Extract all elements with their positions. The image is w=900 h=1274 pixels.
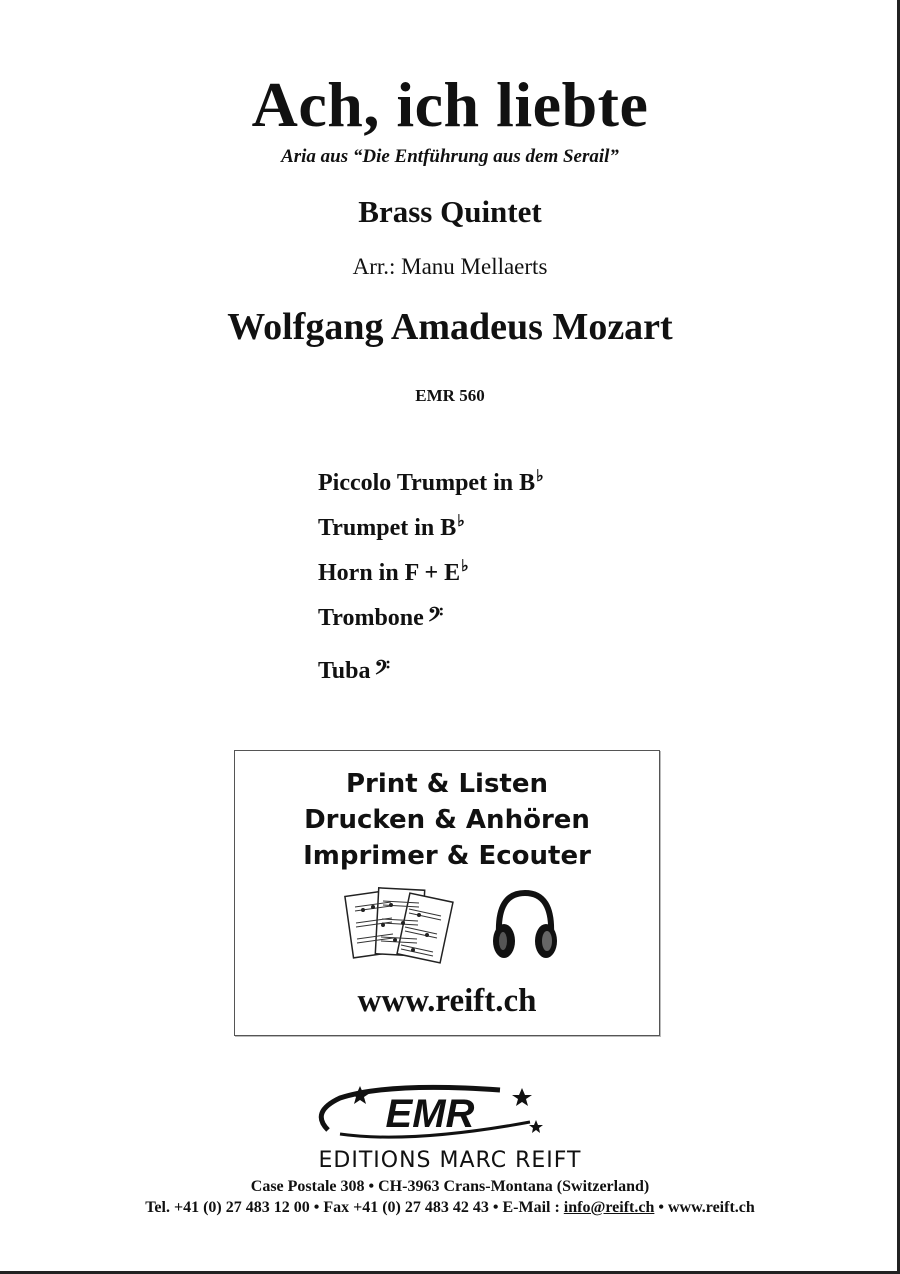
bass-clef-icon: 𝄢: [374, 658, 390, 684]
email-link[interactable]: info@reift.ch: [563, 1199, 655, 1216]
promo-line-german: Drucken & Anhören: [304, 805, 590, 835]
subtitle: Aria aus “Die Entführung aus dem Serail”: [281, 146, 619, 167]
catalog-number: EMR 560: [415, 386, 485, 405]
flat-sign: ♭: [461, 558, 469, 575]
page-title: Ach, ich liebte: [251, 69, 649, 140]
instrument-name: Piccolo Trumpet in B: [318, 470, 536, 496]
contact-website[interactable]: • www.reift.ch: [654, 1199, 755, 1216]
instrument-name: Horn in F + E: [318, 560, 461, 586]
ensemble: Brass Quintet: [358, 194, 542, 229]
instrument-item: [318, 452, 544, 497]
flat-sign: ♭: [536, 468, 544, 485]
bass-clef-icon: 𝄢: [427, 605, 444, 631]
instrument-item: [318, 497, 544, 542]
flat-sign: ♭: [457, 513, 465, 530]
instrument-name: Trombone: [318, 605, 424, 631]
composer: Wolfgang Amadeus Mozart: [227, 306, 673, 348]
sheet-music-icon: [343, 883, 455, 973]
instrument-item: [318, 587, 544, 632]
arranger: Arr.: Manu Mellaerts: [352, 254, 548, 279]
publisher-name: EDITIONS MARC REIFT: [318, 1148, 582, 1173]
publisher-contact: [0, 1199, 900, 1217]
promo-line-english: Print & Listen: [345, 769, 549, 799]
emr-logo: [300, 1082, 560, 1142]
instrument-name: Tuba: [318, 658, 371, 684]
instrument-item: [318, 542, 544, 587]
promo-line-french: Imprimer & Ecouter: [303, 841, 591, 871]
contact-phone-fax: Tel. +41 (0) 27 483 12 00 • Fax +41 (0) 27 483 42 43 • E-Mail :: [145, 1199, 564, 1216]
publisher-address: Case Postale 308 • CH-3963 Crans-Montana (Switzerland): [250, 1178, 650, 1195]
instrument-item: [318, 632, 544, 685]
instrument-name: Trumpet in B: [318, 515, 457, 541]
promo-website[interactable]: www.reift.ch: [357, 983, 537, 1019]
headphones-icon: [489, 885, 561, 967]
logo-text: EMR: [385, 1092, 475, 1136]
print-listen-box: [234, 750, 660, 1036]
instrument-list: [318, 452, 544, 685]
